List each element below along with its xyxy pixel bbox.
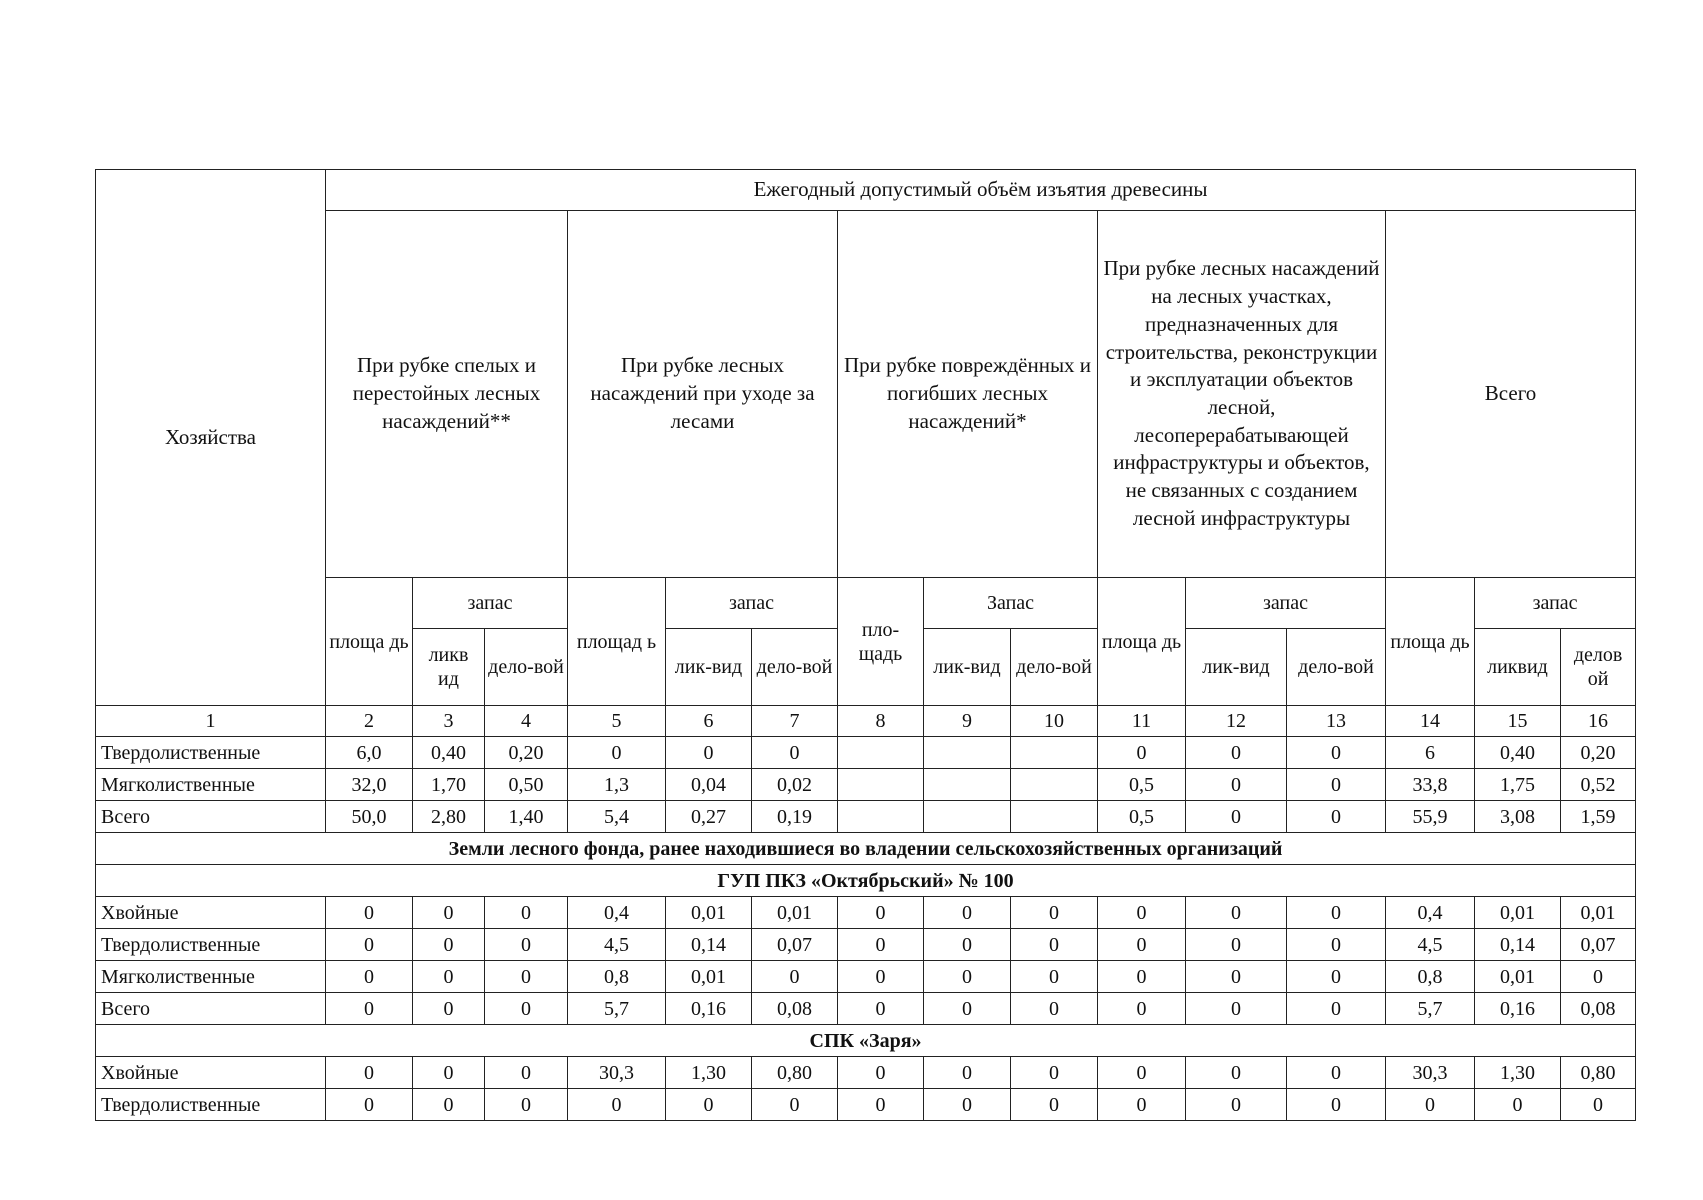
area-header: площа дь <box>326 578 413 706</box>
table-cell: 0 <box>838 1057 924 1089</box>
table-cell: 0 <box>1287 993 1386 1025</box>
stock-header: запас <box>666 578 838 629</box>
table-cell: 5,7 <box>568 993 666 1025</box>
table-cell: 0 <box>413 929 485 961</box>
table-cell: 0 <box>413 993 485 1025</box>
table-cell: 0 <box>326 929 413 961</box>
table-cell: 0 <box>1011 993 1098 1025</box>
table-cell: 0 <box>1186 769 1287 801</box>
table-row <box>96 929 1636 961</box>
timber-volume-table <box>95 169 1636 1121</box>
table-cell: 0 <box>1386 1089 1475 1121</box>
column-number: 5 <box>568 706 666 737</box>
table-cell: 0 <box>1287 929 1386 961</box>
table-cell: 0,01 <box>666 897 752 929</box>
table-cell: 0,04 <box>666 769 752 801</box>
table-row <box>96 801 1636 833</box>
section-row-title: Земли лесного фонда, ранее находившиеся во владении сельскохозяйственных организаций <box>96 833 1636 865</box>
table-cell: 0 <box>1186 737 1287 769</box>
row-label: Хвойные <box>96 1057 326 1089</box>
table-cell: 1,30 <box>1475 1057 1561 1089</box>
table-cell: 0 <box>752 1089 838 1121</box>
table-cell <box>838 769 924 801</box>
table-cell: 0 <box>1098 993 1186 1025</box>
table-cell: 0 <box>752 961 838 993</box>
table-cell: 55,9 <box>1386 801 1475 833</box>
table-row <box>96 1057 1636 1089</box>
table-cell: 1,30 <box>666 1057 752 1089</box>
group-header-mature: При рубке спелых и перестойных лесных насаждений** <box>326 211 568 578</box>
table-cell: 0 <box>838 897 924 929</box>
table-cell: 0 <box>1011 897 1098 929</box>
table-cell: 1,70 <box>413 769 485 801</box>
column-number: 15 <box>1475 706 1561 737</box>
table-cell: 0 <box>924 929 1011 961</box>
table-row <box>96 1089 1636 1121</box>
table-cell: 0,01 <box>1475 897 1561 929</box>
group-header-total: Всего <box>1386 211 1636 578</box>
table-cell: 0 <box>1186 1089 1287 1121</box>
liquid-header: ликв ид <box>413 629 485 706</box>
table-cell: 1,40 <box>485 801 568 833</box>
table-cell: 0 <box>1561 961 1636 993</box>
column-number: 3 <box>413 706 485 737</box>
table-cell: 30,3 <box>1386 1057 1475 1089</box>
table-cell <box>924 737 1011 769</box>
table-cell: 0 <box>1098 737 1186 769</box>
table-cell: 0 <box>1186 961 1287 993</box>
table-cell: 2,80 <box>413 801 485 833</box>
column-number: 12 <box>1186 706 1287 737</box>
table-cell: 0,14 <box>1475 929 1561 961</box>
table-cell: 0 <box>1011 1057 1098 1089</box>
column-number: 9 <box>924 706 1011 737</box>
table-cell: 0,27 <box>666 801 752 833</box>
row-label: Хвойные <box>96 897 326 929</box>
column-number: 14 <box>1386 706 1475 737</box>
table-body <box>96 706 1636 1121</box>
business-header: делов ой <box>1561 629 1636 706</box>
table-cell: 0 <box>838 1089 924 1121</box>
table-cell: 0 <box>838 929 924 961</box>
table-cell: 0 <box>1011 1089 1098 1121</box>
row-label: Мягколиственные <box>96 961 326 993</box>
table-cell: 6,0 <box>326 737 413 769</box>
table-cell: 0,4 <box>568 897 666 929</box>
table-cell: 1,3 <box>568 769 666 801</box>
table-cell <box>1011 801 1098 833</box>
table-cell: 0 <box>1186 1057 1287 1089</box>
table-cell: 50,0 <box>326 801 413 833</box>
table-cell: 0 <box>326 1057 413 1089</box>
table-row <box>96 993 1636 1025</box>
table-cell: 33,8 <box>1386 769 1475 801</box>
table-cell: 0 <box>413 1057 485 1089</box>
column-number: 7 <box>752 706 838 737</box>
row-label: Всего <box>96 801 326 833</box>
row-label: Всего <box>96 993 326 1025</box>
table-cell: 0 <box>326 897 413 929</box>
table-cell: 0,5 <box>1098 769 1186 801</box>
farms-column-header: Хозяйства <box>96 170 326 706</box>
table-cell: 0 <box>924 1089 1011 1121</box>
table-cell <box>838 737 924 769</box>
column-number: 16 <box>1561 706 1636 737</box>
table-cell: 0,01 <box>1561 897 1636 929</box>
table-cell: 4,5 <box>1386 929 1475 961</box>
table-cell: 0,01 <box>666 961 752 993</box>
table-cell: 0,8 <box>1386 961 1475 993</box>
table-cell <box>924 769 1011 801</box>
table-cell: 0,5 <box>1098 801 1186 833</box>
table-cell: 0 <box>838 961 924 993</box>
table-cell: 0 <box>666 737 752 769</box>
table-cell: 0,40 <box>413 737 485 769</box>
section-row <box>96 833 1636 865</box>
table-cell: 0 <box>485 961 568 993</box>
table-cell: 0 <box>924 993 1011 1025</box>
table-cell: 0,07 <box>752 929 838 961</box>
table-cell: 0 <box>326 1089 413 1121</box>
business-header: дело-вой <box>485 629 568 706</box>
row-label: Твердолиственные <box>96 929 326 961</box>
table-cell: 0 <box>326 961 413 993</box>
table-row <box>96 897 1636 929</box>
column-number: 4 <box>485 706 568 737</box>
group-header-care: При рубке лесных насаждений при уходе за лесами <box>568 211 838 578</box>
business-header: дело-вой <box>752 629 838 706</box>
table-cell <box>924 801 1011 833</box>
table-cell: 0,14 <box>666 929 752 961</box>
table-cell: 0,02 <box>752 769 838 801</box>
table-cell: 0,16 <box>666 993 752 1025</box>
table-cell: 0 <box>413 897 485 929</box>
table-cell: 0 <box>1287 801 1386 833</box>
table-row <box>96 769 1636 801</box>
stock-header: запас <box>1475 578 1636 629</box>
table-cell: 0 <box>1186 801 1287 833</box>
table-cell: 0 <box>924 897 1011 929</box>
table-cell <box>838 801 924 833</box>
group-header-damaged: При рубке повреждённых и погибших лесных насаждений* <box>838 211 1098 578</box>
table-cell: 0 <box>1287 1089 1386 1121</box>
stock-header: Запас <box>924 578 1098 629</box>
column-number: 6 <box>666 706 752 737</box>
table-cell: 0,8 <box>568 961 666 993</box>
liquid-header: лик-вид <box>1186 629 1287 706</box>
stock-header: запас <box>1186 578 1386 629</box>
area-header: площад ь <box>568 578 666 706</box>
table-cell: 0 <box>1098 897 1186 929</box>
table-cell: 0,01 <box>752 897 838 929</box>
table-cell: 0,20 <box>1561 737 1636 769</box>
table-cell: 0,80 <box>1561 1057 1636 1089</box>
column-number: 8 <box>838 706 924 737</box>
table-cell: 0,50 <box>485 769 568 801</box>
table-cell: 0 <box>1186 993 1287 1025</box>
table-cell: 0 <box>568 1089 666 1121</box>
table-cell: 6 <box>1386 737 1475 769</box>
table-cell: 0 <box>924 961 1011 993</box>
row-label: Мягколиственные <box>96 769 326 801</box>
table-cell: 0 <box>1287 769 1386 801</box>
liquid-header: ликвид <box>1475 629 1561 706</box>
business-header: дело-вой <box>1287 629 1386 706</box>
table-cell: 4,5 <box>568 929 666 961</box>
table-cell: 0 <box>485 929 568 961</box>
organization-row <box>96 865 1636 897</box>
table-cell: 1,59 <box>1561 801 1636 833</box>
organization-row-title: СПК «Заря» <box>96 1025 1636 1057</box>
table-cell: 0,08 <box>1561 993 1636 1025</box>
table-cell: 0 <box>1098 961 1186 993</box>
table-cell: 0 <box>1098 929 1186 961</box>
table-row <box>96 961 1636 993</box>
organization-row-title: ГУП ПКЗ «Октябрьский» № 100 <box>96 865 1636 897</box>
table-cell: 0,16 <box>1475 993 1561 1025</box>
table-cell: 0 <box>752 737 838 769</box>
annual-volume-header: Ежегодный допустимый объём изъятия древесины <box>326 170 1636 211</box>
table-cell: 0 <box>413 1089 485 1121</box>
group-header-construction: При рубке лесных насаждений на лесных участках, предназначенных для строительства, реконструкции и эксплуатации объектов лесной, лесоперерабатывающей инфраструктуры и объектов, не связанных с созданием лесной инфраструктуры <box>1098 211 1386 578</box>
table-cell: 32,0 <box>326 769 413 801</box>
area-header: площа дь <box>1098 578 1186 706</box>
table-cell: 5,7 <box>1386 993 1475 1025</box>
column-number: 11 <box>1098 706 1186 737</box>
table-cell: 0 <box>1011 961 1098 993</box>
table-cell: 0,4 <box>1386 897 1475 929</box>
table-cell: 1,75 <box>1475 769 1561 801</box>
table-cell: 0 <box>666 1089 752 1121</box>
table-row <box>96 737 1636 769</box>
column-number: 10 <box>1011 706 1098 737</box>
liquid-header: лик-вид <box>666 629 752 706</box>
table-cell: 30,3 <box>568 1057 666 1089</box>
table-cell <box>1011 769 1098 801</box>
table-cell: 0 <box>1098 1089 1186 1121</box>
table-cell: 0 <box>838 993 924 1025</box>
table-cell: 5,4 <box>568 801 666 833</box>
row-label: Твердолиственные <box>96 1089 326 1121</box>
table-cell: 0,19 <box>752 801 838 833</box>
table-cell: 0 <box>1561 1089 1636 1121</box>
column-numbers-row <box>96 706 1636 737</box>
table-cell: 0,08 <box>752 993 838 1025</box>
table-cell: 0 <box>485 897 568 929</box>
row-label: Твердолиственные <box>96 737 326 769</box>
table-cell: 0,40 <box>1475 737 1561 769</box>
column-number: 1 <box>96 706 326 737</box>
table-cell: 0 <box>1098 1057 1186 1089</box>
table-cell: 0,80 <box>752 1057 838 1089</box>
area-header: площа дь <box>1386 578 1475 706</box>
column-number: 13 <box>1287 706 1386 737</box>
column-number: 2 <box>326 706 413 737</box>
table-cell: 0 <box>1287 961 1386 993</box>
table-cell: 0 <box>1475 1089 1561 1121</box>
table-cell: 0 <box>326 993 413 1025</box>
table-cell: 0 <box>1011 929 1098 961</box>
table-cell: 0,52 <box>1561 769 1636 801</box>
table-cell: 3,08 <box>1475 801 1561 833</box>
area-header: пло-щадь <box>838 578 924 706</box>
table-cell: 0 <box>924 1057 1011 1089</box>
organization-row <box>96 1025 1636 1057</box>
table-cell: 0 <box>1186 897 1287 929</box>
table-cell: 0,07 <box>1561 929 1636 961</box>
table-cell: 0 <box>1287 1057 1386 1089</box>
table-cell: 0 <box>1287 897 1386 929</box>
table-cell: 0 <box>568 737 666 769</box>
table-cell: 0 <box>413 961 485 993</box>
liquid-header: лик-вид <box>924 629 1011 706</box>
table-cell <box>1011 737 1098 769</box>
timber-volume-table-sheet <box>95 169 1635 1121</box>
business-header: дело-вой <box>1011 629 1098 706</box>
table-cell: 0 <box>1186 929 1287 961</box>
table-cell: 0 <box>485 1057 568 1089</box>
table-cell: 0 <box>1287 737 1386 769</box>
table-cell: 0 <box>485 993 568 1025</box>
table-cell: 0,20 <box>485 737 568 769</box>
table-cell: 0 <box>485 1089 568 1121</box>
table-cell: 0,01 <box>1475 961 1561 993</box>
stock-header: запас <box>413 578 568 629</box>
